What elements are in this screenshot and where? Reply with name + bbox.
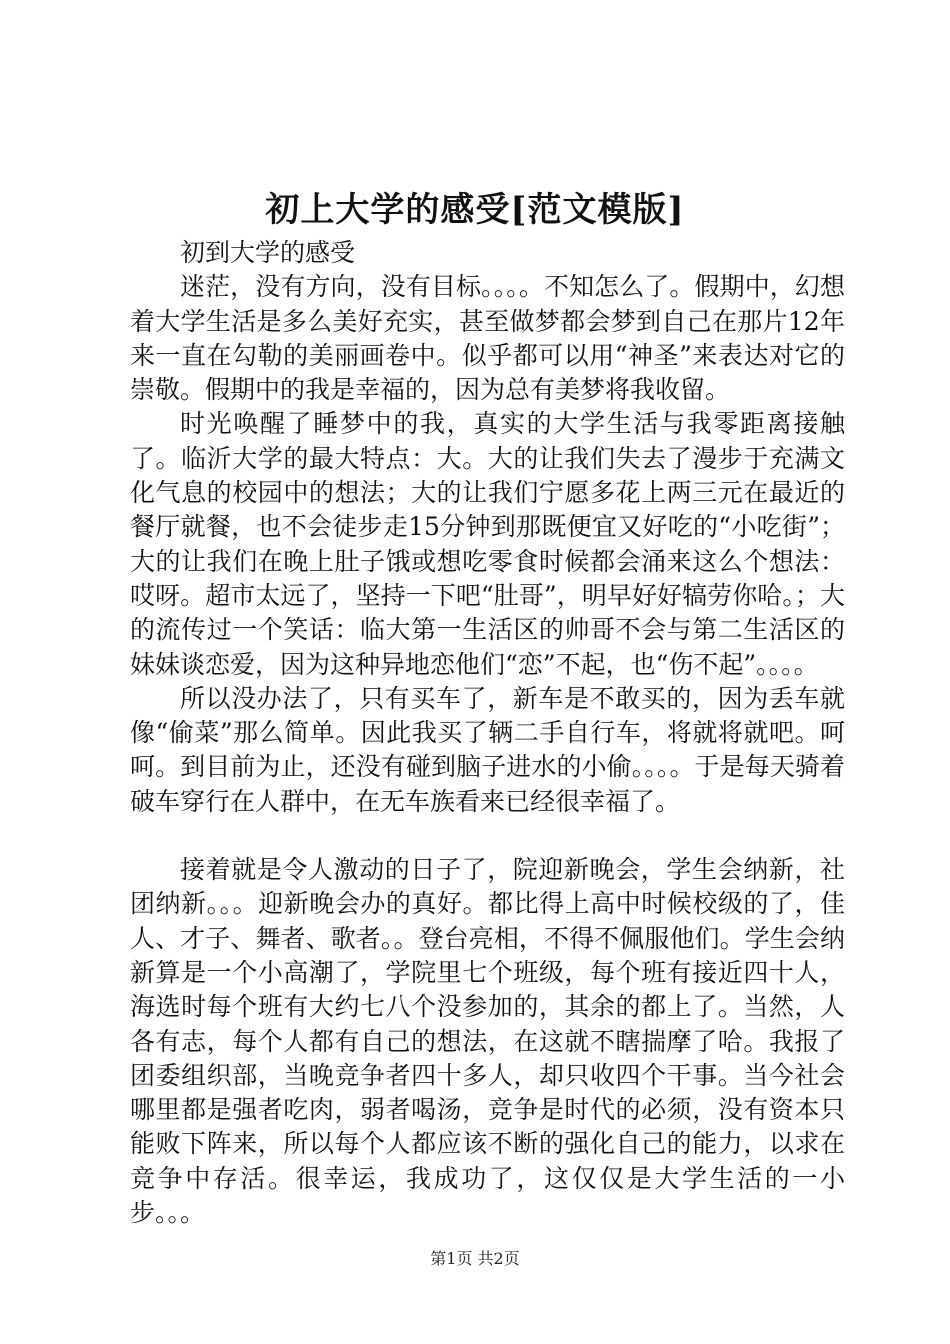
document-body [130,236,845,1230]
paragraph-3: 所以没办法了，只有买车了，新车是不敢买的，因为丢车就像“偷菜”那么简单。因此我买了辆二手自行车，将就将就吧。呵呵。到目前为止，还没有碰到脑子进水的小偷。。。。于是每天骑着破车穿行在人群中，在无车族看来已经很幸福了。 [130,683,845,816]
paragraph-2: 时光唤醒了睡梦中的我，真实的大学生活与我零距离接触了。临沂大学的最大特点：大。大的让我们失去了漫步于充满文化气息的校园中的想法；大的让我们宁愿多花上两三元在最近的餐厅就餐，也不会徒步走15分钟到那既便宜又好吃的“小吃街”；大的让我们在晚上肚子饿或想吃零食时候都会涌来这么个想法：哎呀。超市太远了，坚持一下吧“肚哥”，明早好好犒劳你哈。；大的流传过一个笑话：临大第一生活区的帅哥不会与第二生活区的妹妹谈恋爱，因为这种异地恋他们“恋”不起，也“伤不起”。。。。 [130,409,845,679]
document-title: 初上大学的感受[范文模版] [265,190,685,230]
page-footer: 第1页 共2页 [430,1249,520,1268]
paragraph-1: 迷茫，没有方向，没有目标。。。。不知怎么了。假期中，幻想着大学生活是多么美好充实，甚至做梦都会梦到自己在那片12年来一直在勾勒的美丽画卷中。似乎都可以用“神圣”来表达对它的崇敬。假期中的我是幸福的，因为总有美梦将我收留。 [130,272,845,405]
paragraph-subtitle: 初到大学的感受 [180,238,356,267]
paragraph-4: 接着就是令人激动的日子了，院迎新晚会，学生会纳新，社团纳新。。。迎新晚会办的真好。都比得上高中时候校级的了，佳人、才子、舞者、歌者。。登台亮相，不得不佩服他们。学生会纳新算是一个小高潮了，学院里七个班级，每个班有接近四十人，海选时每个班有大约七八个没参加的，其余的都上了。当然，人各有志，每个人都有自己的想法，在这就不瞎揣摩了哈。我报了团委组织部，当晚竞争者四十多人，却只收四个干事。当今社会哪里都是强者吃肉，弱者喝汤，竞争是时代的必须，没有资本只能败下阵来，所以每个人都应该不断的强化自己的能力，以求在竞争中存活。很幸运，我成功了，这仅仅是大学生活的一小步。。。 [130,855,845,1228]
